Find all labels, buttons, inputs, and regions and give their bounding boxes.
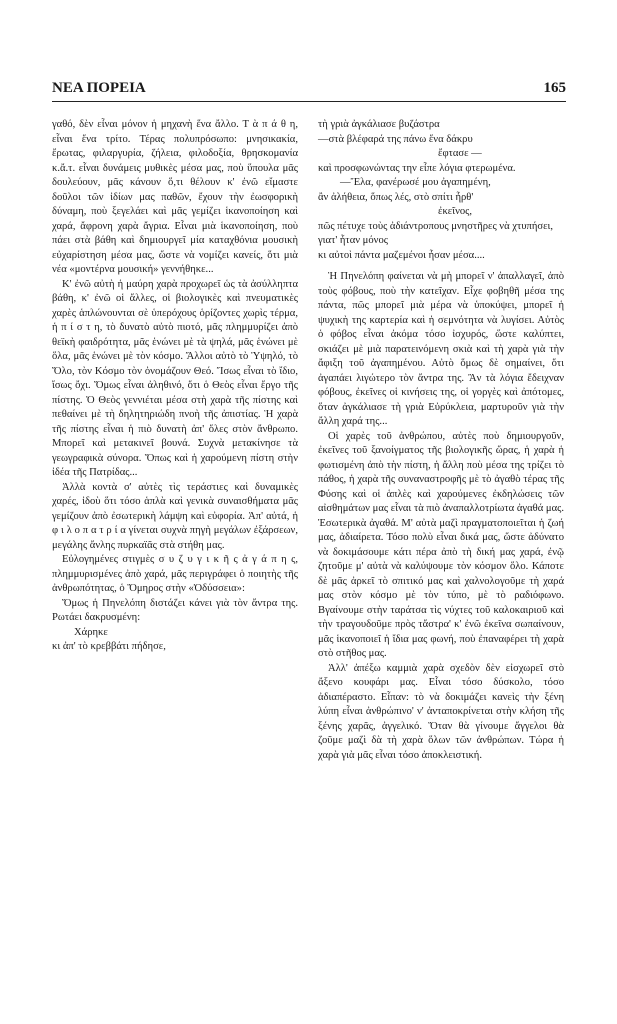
paragraph: Ἡ Πηνελόπη φαίνεται νὰ μὴ μπορεῖ ν' ἀπαλλαγεῖ, ἀπὸ τοὺς φόβους, ποὺ τὴν κατεῖχαν. Εἶχε φοβηθῆ μέσα της πάντα, πῶς μπορεῖ μιὰ μέρα νὰ ὑποκύψει, μπορεῖ ἡ ψυχικὴ της καρτερία καὶ ἡ σεμνότητα νὰ λυγίσει. Αὐτὸς ὁ φόβος εἶναι ἀκόμα τόσο ἰσχυρός, ὥστε καλύπτει, σκιάζει μὲ μιὰ παρατεινόμενη σκιὰ καὶ τὴ χαρὰ γιὰ τὴν ἄφιξη τοῦ ἀγαπημένου. Αὐτὸ ὅμως δὲ σημαίνει, ὅτι ἀγαπάει λιγώτερο τὸν ἄντρα της. Ἂν τὰ λόγια ἔδειχναν φόβους, ἐκεῖνες οἱ κινήσεις της, οἱ γοργὲς καὶ ἀπότομες, ὅταν ἀγκάλιασε τὴ γριὰ Εὐρύκλεια, μαρτυροῦν γιὰ τὴν ἄλλη χαρά της... [318, 271, 564, 427]
poem-line: γιατ' ἦταν μόνος [318, 235, 388, 246]
poem-line: πῶς πέτυχε τοὺς ἀδιάντροπους μνηστῆρες νὰ χτυπήσει, [318, 220, 554, 232]
paragraph: Εὐλογημένες στιγμὲς σ υ ζ υ γ ι κ ῆ ς ἀ γ ά π η ς, πλημμυρισμένες ἀπὸ χαρά, μᾶς περιγράφει ὁ ποιητὴς τῆς ἀνθρωπότητας, ὁ Ὅμηρος στὴν «Ὀδύσσεια»: [52, 554, 298, 594]
poem-line: —στὰ βλέφαρά της πάνω ἕνα δάκρυ [318, 133, 473, 145]
poem-line: Χάρηκε [74, 626, 108, 638]
right-column [318, 118, 564, 763]
paragraph: Οἱ χαρὲς τοῦ ἀνθρώπου, αὐτὲς ποὺ δημιουργοῦν, ἐκεῖνες τοῦ ξανοίγματος τῆς βιολογικῆς ὥρας, ἡ χαρὰ ἡ φωτισμένη ἀπὸ τὴν πίστη, ἡ ἄλλη ποὺ μέσα της τρίζει τὸ πάθος, ἡ χαρὰ τῆς συναναστροφῆς μὲ τὸ ἀγαθὸ τέρας τῆς Φύσης καὶ οἱ ἁπλὲς καὶ χαρούμενες ἐκδηλώσεις τῶν αἰσθημάτων μας εἶναι τὰ πιὸ ἀναπαλλοτρίωτα ἀγαθά μας. Ἐσωτερικὰ ἀγαθά. Μ' αὐτὰ μαζὶ πραγματοποιεῖται ἡ ζωή μας, ἀδιαίρετα. Τόσο πολὺ εἶναι δικά μας, ὥστε ἀδύνατο νὰ δοκιμάσουμε κάτι πέρα ἀπὸ τὴ δική μας χαρά, ἐνῷ ζητοῦμε μ' αὐτὰ νὰ καλύψουμε τὸν κόσμον ὅλο. Κάποτε δὲ μᾶς ἀρκεῖ τὸ σπιτικό μας καὶ χαλνολογοῦμε τὴ χαρά μας στὸν κόσμο μὲ τὸν τύπο, μὲ τὸ ραδιόφωνο. Βγαίνουμε στὴν ταράτσα τὶς νύχτες τοῦ καλοκαιριοῦ καὶ τὴν τραγουδοῦμε πρὸς τἄστρα' κ' ἐνῶ ἐκεῖνα σωπαίνουν, μᾶς ἱκανοποιεῖ ἡ ἴδια μας φωνή, ποὺ ἐπαναφέρει τὴ χαρὰ στὸ στῆθος μας. [318, 430, 564, 659]
poem-line: ἂν ἀλήθεια, ὅπως λές, στὸ σπίτι ἦρθ' [318, 191, 474, 203]
journal-title: ΝΕΑ ΠΟΡΕΙΑ [52, 80, 146, 96]
poem-line: —Ἔλα, φανέρωσέ μου ἀγαπημένη, [340, 177, 491, 188]
page-number: 165 [543, 80, 566, 96]
paragraph: Ἀλλ' ἀπέξω καμμιὰ χαρὰ σχεδὸν δὲν εἰσχωρεῖ στὸ ἄξενο κουφάρι μας. Εἶναι τόσο δύσκολο, τόσο ἀδιαπέραστο. Εἶπαν: τὸ νὰ δοκιμάζει κανεὶς τὴν ξένη λύπη εἶναι ἀνθρώπινο' ν' ἀνταποκρίνεται στὴν κλήση τῆς ξένης χαρᾶς, ἀγγελικό. Ὅταν θὰ γίνουμε ἄγγελοι θὰ ζοῦμε μαζὶ δὰ τὴ χαρὰ ὅλων τῶν ἀνθρώπων. Τώρα ἡ χαρὰ γιὰ μᾶς εἶναι τόσο ἀποκλειστική. [318, 662, 564, 761]
paragraph: Ἀλλὰ κοντὰ σ' αὐτὲς τὶς τεράστιες καὶ δυναμικὲς χαρές, ἰδοὺ ὅτι τόσο ἁπλὰ καὶ γενικὰ συναισθήματα μᾶς γεμίζουν ἀπὸ ἐσωτερικὴ λάμψη καὶ εὐφορία. Ἀπ' αὐτά, ἡ φ ι λ ο π α τ ρ ί α γίνεται συχνὰ πηγὴ μεγάλων ἐξάρσεων, μεγάλης ἄνλης πυρκαϊᾶς στὰ στήθη μας. [52, 481, 298, 551]
paragraph: Ὅμως ἡ Πηνελόπη διστάζει κάνει γιὰ τὸν ἄντρα της. Ρωτάει δακρυσμένη: [52, 597, 298, 623]
poem-excerpt [52, 626, 298, 655]
paragraph: Κ' ἐνῶ αὐτὴ ἡ μαύρη χαρὰ προχωρεῖ ὡς τὰ ἀσύλληπτα βάθη, κ' ἐνῶ οἱ ἄλλες, οἱ βιολογικὲς καὶ πνευματικὲς χαρὲς ἁπλώνουνται σὲ ὑπερόχους ὁρίζοντες χωρὶς τέρμα, ἡ π ί σ τ η, τὸ δυνατὸ αὐτὸ πιοτό, μᾶς πλημμυρίζει ἀπὸ θεϊκὴ φαιδρότητα, μᾶς ἑνώνει μὲ τὰ ψηλά, μᾶς ἑνώνει μὲ ὅλα, μᾶς ἑνώνει μὲ τὸν κόσμο. Ἄλλοι αὐτὸ τὸ Ὑψηλό, τὸ Ὅλο, τὸν Κόσμο τὸν ὀνομάζουν Θεό. Ἴσως εἶναι τὸ ἴδιο, ἴσως ὄχι. Ὅμως εἶναι ἀληθινό, ὅτι ὁ Θεὸς εἶναι ἔργο τῆς πίστης. Ὁ Θεὸς γεννιέται μέσα στὴ χαρὰ τῆς πίστης καὶ πεθαίνει μὲ τὴ δηλητηριώδη πνοὴ τῆς ἀπιστίας. Ἡ χαρὰ τῆς πίστης εἶναι ἡ πιὸ δυνατὴ ἀπ' ὅλες στὸν ἄνθρωπο. Μπορεῖ καὶ μετακινεῖ βουνά. Συχνὰ μετακίνησε τὰ γεωγραφικὰ σύνορα. Ὅπως καὶ ἡ χαρούμενη πίστη στὴν ἰδέα τῆς Πατρίδας... [52, 278, 298, 478]
poem-line: κι αὐτοὶ πάντα μαζεμένοι ἦσαν μέσα.... [318, 249, 485, 261]
poem-line: καὶ προσφωνώντας την εἶπε λόγια φτερωμένα. [318, 162, 516, 174]
running-header [52, 80, 566, 102]
paragraph: γαθό, δὲν εἶναι μόνον ἡ μηχανὴ ἕνα ἄλλο. Τ ὰ π ά θ η, εἶναι ἕνα τρίτο. Τέρας πολυπρόσωπο: μνησικακία, ἔρωτας, φιλαργυρία, ζήλεια, φιλοδοξία, θρησκομανία κ.ἄ.τ. εἶναι δυνάμεις μυθικὲς μέσα μας, ποὺ ὕπουλα μᾶς δουλεύουν, μᾶς κάνουν ὅ,τι θέλουν κ' ἐνῶ εἴμαστε δοῦλοι τῶν ἰδίων μας παθῶν, ἔχουν τὴν ἐωσφορικὴ δύναμη, ποὺ ξεγελάει καὶ μᾶς γεμίζει ἱκανοποίηση καὶ χαρά, ἄφρονη χαρὰ ἄγρια. Εἶναι μιὰ ἱκανοποίηση, ποὺ πάει στὰ βάθη καὶ δημιουργεῖ μία καταχθόνια μουσικὴ εὐχαρίστηση μέσα μας, ὥστε νὰ νομίζει κανείς, ὅτι μιὰ νέα «μοντέρνα μουσική» γεννήθηκε... [52, 119, 298, 275]
poem-excerpt [318, 118, 564, 263]
poem-line: ἐκεῖνος, [438, 206, 473, 217]
poem-line: τὴ γριὰ ἀγκάλιασε βυζάστρα [318, 119, 440, 130]
poem-line: κι ἀπ' τὸ κρεββάτι πήδησε, [52, 641, 166, 652]
poem-line: ἔφτασε — [438, 148, 482, 159]
left-column [52, 118, 298, 655]
